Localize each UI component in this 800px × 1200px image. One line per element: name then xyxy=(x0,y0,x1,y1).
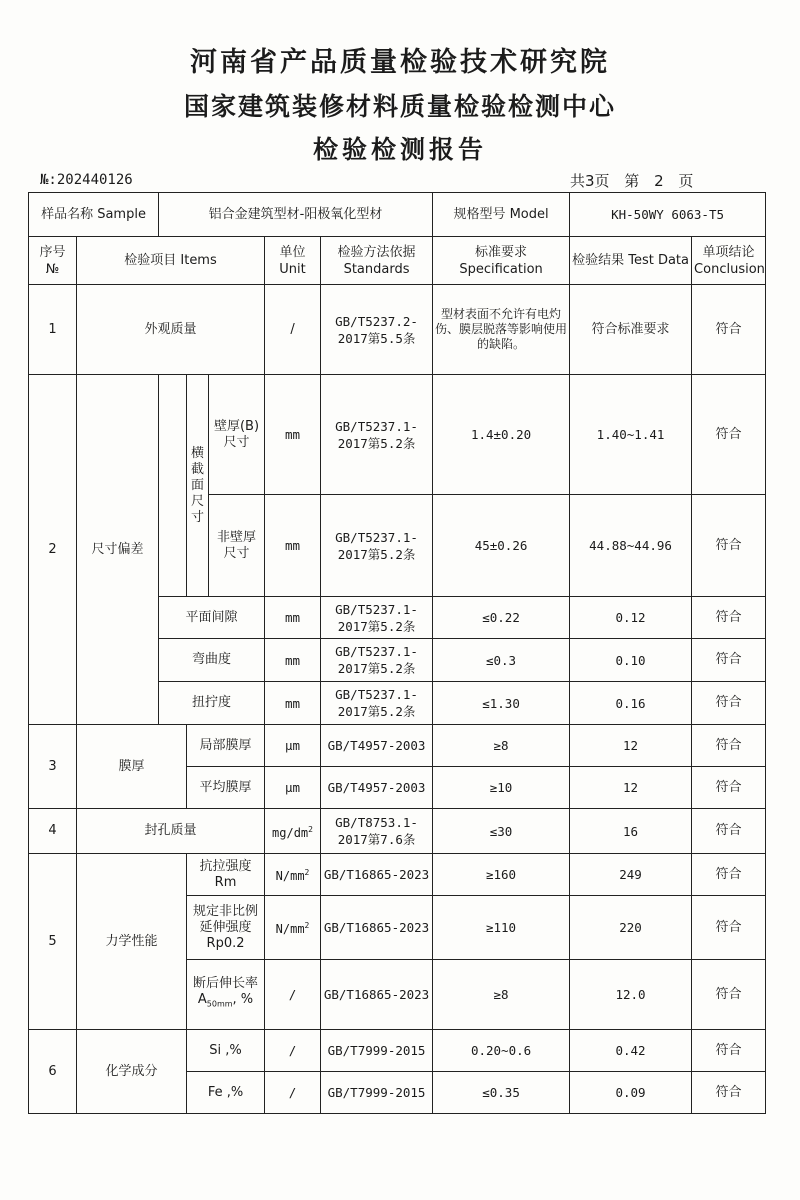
row-result: 16 xyxy=(570,809,692,854)
row-method: GB/T7999-2015 xyxy=(321,1030,433,1072)
row-subitem: 非壁厚尺寸 xyxy=(209,495,265,597)
row-subitem: 平均膜厚 xyxy=(187,767,265,809)
row-no: 3 xyxy=(29,725,77,809)
row-method: GB/T5237.1-2017第5.2条 xyxy=(321,495,433,597)
table-row xyxy=(29,725,766,767)
row-result: 0.42 xyxy=(570,1030,692,1072)
row-conclusion: 符合 xyxy=(692,1030,766,1072)
row-no: 4 xyxy=(29,809,77,854)
row-unit: / xyxy=(265,960,321,1030)
unit-sup: 2 xyxy=(308,824,313,834)
unit-main: N/mm xyxy=(275,869,305,883)
row-method: GB/T4957-2003 xyxy=(321,725,433,767)
row-conclusion: 符合 xyxy=(692,854,766,896)
sample-name-label: 样品名称 Sample xyxy=(29,193,159,237)
row-spacer xyxy=(159,375,187,597)
row-subitem: 平面间隙 xyxy=(159,597,265,639)
row-subitem: Si ,% xyxy=(187,1030,265,1072)
row-group: 横截面尺寸 xyxy=(187,375,209,597)
row-subitem: 局部膜厚 xyxy=(187,725,265,767)
row-subitem xyxy=(187,960,265,1030)
row-method: GB/T16865-2023 xyxy=(321,960,433,1030)
row-unit: / xyxy=(265,285,321,375)
row-spec: ≤0.22 xyxy=(433,597,570,639)
row-item: 尺寸偏差 xyxy=(77,375,159,725)
row-result: 0.09 xyxy=(570,1072,692,1114)
row-unit xyxy=(265,809,321,854)
table-row xyxy=(29,809,766,854)
report-number: №:202440126 xyxy=(40,172,133,188)
row-method: GB/T8753.1-2017第7.6条 xyxy=(321,809,433,854)
row-spec: ≥110 xyxy=(433,896,570,960)
item-main: 断后伸长率 xyxy=(193,976,259,992)
row-conclusion: 符合 xyxy=(692,682,766,725)
row-unit: / xyxy=(265,1030,321,1072)
row-method: GB/T16865-2023 xyxy=(321,854,433,896)
row-unit: mm xyxy=(265,597,321,639)
item-sym: A xyxy=(197,992,207,1008)
row-result: 符合标准要求 xyxy=(570,285,692,375)
row-conclusion: 符合 xyxy=(692,1072,766,1114)
row-subitem: 弯曲度 xyxy=(159,639,265,682)
col-items: 检验项目 Items xyxy=(77,237,265,285)
row-result: 44.88~44.96 xyxy=(570,495,692,597)
unit-sup: 2 xyxy=(304,921,310,930)
row-no: 2 xyxy=(29,375,77,725)
report-title: 检验检测报告 xyxy=(312,135,487,164)
row-spec: ≤30 xyxy=(433,809,570,854)
row-conclusion: 符合 xyxy=(692,375,766,495)
row-spec: 型材表面不允许有电灼伤、膜层脱落等影响使用的缺陷。 xyxy=(433,285,570,375)
row-subitem: 壁厚(B)尺寸 xyxy=(209,375,265,495)
institute-title: 河南省产品质量检验技术研究院 xyxy=(190,47,610,78)
row-method: GB/T4957-2003 xyxy=(321,767,433,809)
row-spec: ≤0.3 xyxy=(433,639,570,682)
row-conclusion: 符合 xyxy=(692,285,766,375)
test-report-table xyxy=(28,192,766,1114)
row-subitem: Fe ,% xyxy=(187,1072,265,1114)
col-standards: 检验方法依据 Standards xyxy=(321,237,433,285)
row-conclusion: 符合 xyxy=(692,725,766,767)
row-item: 封孔质量 xyxy=(77,809,265,854)
row-conclusion: 符合 xyxy=(692,597,766,639)
unit-sup: 2 xyxy=(304,868,310,877)
row-method: GB/T5237.1-2017第5.2条 xyxy=(321,597,433,639)
sample-row xyxy=(29,193,766,237)
item-sub: 50mm xyxy=(206,999,233,1009)
row-result: 0.10 xyxy=(570,639,692,682)
row-spec: ≤1.30 xyxy=(433,682,570,725)
model-label: 规格型号 Model xyxy=(433,193,570,237)
table-row xyxy=(29,854,766,896)
row-unit xyxy=(265,854,321,896)
model-value: KH-50WY 6063-T5 xyxy=(570,193,766,237)
row-unit: μm xyxy=(265,767,321,809)
row-unit xyxy=(265,896,321,960)
row-method: GB/T5237.1-2017第5.2条 xyxy=(321,682,433,725)
row-spec: ≥160 xyxy=(433,854,570,896)
table-row xyxy=(29,375,766,495)
row-result: 220 xyxy=(570,896,692,960)
row-spec: ≥8 xyxy=(433,960,570,1030)
row-result: 0.12 xyxy=(570,597,692,639)
col-specification: 标准要求 Specification xyxy=(433,237,570,285)
row-spec: ≥10 xyxy=(433,767,570,809)
row-unit: mm xyxy=(265,639,321,682)
row-spec: 0.20~0.6 xyxy=(433,1030,570,1072)
row-result: 1.40~1.41 xyxy=(570,375,692,495)
row-subitem: 扭拧度 xyxy=(159,682,265,725)
row-conclusion: 符合 xyxy=(692,767,766,809)
item-tail: , % xyxy=(232,992,254,1008)
row-item: 力学性能 xyxy=(77,854,187,1030)
row-method: GB/T7999-2015 xyxy=(321,1072,433,1114)
row-item: 外观质量 xyxy=(77,285,265,375)
row-subitem: 抗拉强度 Rm xyxy=(187,854,265,896)
row-no: 5 xyxy=(29,854,77,1030)
row-result: 12.0 xyxy=(570,960,692,1030)
row-spec: ≤0.35 xyxy=(433,1072,570,1114)
row-result: 12 xyxy=(570,767,692,809)
table-row xyxy=(29,1030,766,1072)
row-spec: 1.4±0.20 xyxy=(433,375,570,495)
row-item: 化学成分 xyxy=(77,1030,187,1114)
sample-name-value: 铝合金建筑型材-阳极氧化型材 xyxy=(159,193,433,237)
col-no: 序号 № xyxy=(29,237,77,285)
row-unit: mm xyxy=(265,495,321,597)
row-conclusion: 符合 xyxy=(692,896,766,960)
page-indicator: 共3页 第 2 页 xyxy=(570,172,694,190)
row-spec: ≥8 xyxy=(433,725,570,767)
col-unit: 单位 Unit xyxy=(265,237,321,285)
row-method: GB/T5237.1-2017第5.2条 xyxy=(321,639,433,682)
row-unit: μm xyxy=(265,725,321,767)
row-conclusion: 符合 xyxy=(692,495,766,597)
unit-main: N/mm xyxy=(275,922,305,936)
row-result: 0.16 xyxy=(570,682,692,725)
row-result: 12 xyxy=(570,725,692,767)
row-no: 6 xyxy=(29,1030,77,1114)
row-conclusion: 符合 xyxy=(692,809,766,854)
row-subitem: 规定非比例延伸强度Rp0.2 xyxy=(187,896,265,960)
row-method: GB/T5237.1-2017第5.2条 xyxy=(321,375,433,495)
row-spec: 45±0.26 xyxy=(433,495,570,597)
row-unit: / xyxy=(265,1072,321,1114)
unit-main: mg/dm xyxy=(272,825,309,840)
col-test-data: 检验结果 Test Data xyxy=(570,237,692,285)
row-item: 膜厚 xyxy=(77,725,187,809)
row-no: 1 xyxy=(29,285,77,375)
row-conclusion: 符合 xyxy=(692,960,766,1030)
row-unit: mm xyxy=(265,375,321,495)
center-title: 国家建筑装修材料质量检验检测中心 xyxy=(183,92,616,121)
column-header-row xyxy=(29,237,766,285)
row-unit: mm xyxy=(265,682,321,725)
row-conclusion: 符合 xyxy=(692,639,766,682)
table-row xyxy=(29,285,766,375)
row-method: GB/T16865-2023 xyxy=(321,896,433,960)
row-method: GB/T5237.2-2017第5.5条 xyxy=(321,285,433,375)
row-result: 249 xyxy=(570,854,692,896)
col-conclusion: 单项结论 Conclusion xyxy=(692,237,766,285)
